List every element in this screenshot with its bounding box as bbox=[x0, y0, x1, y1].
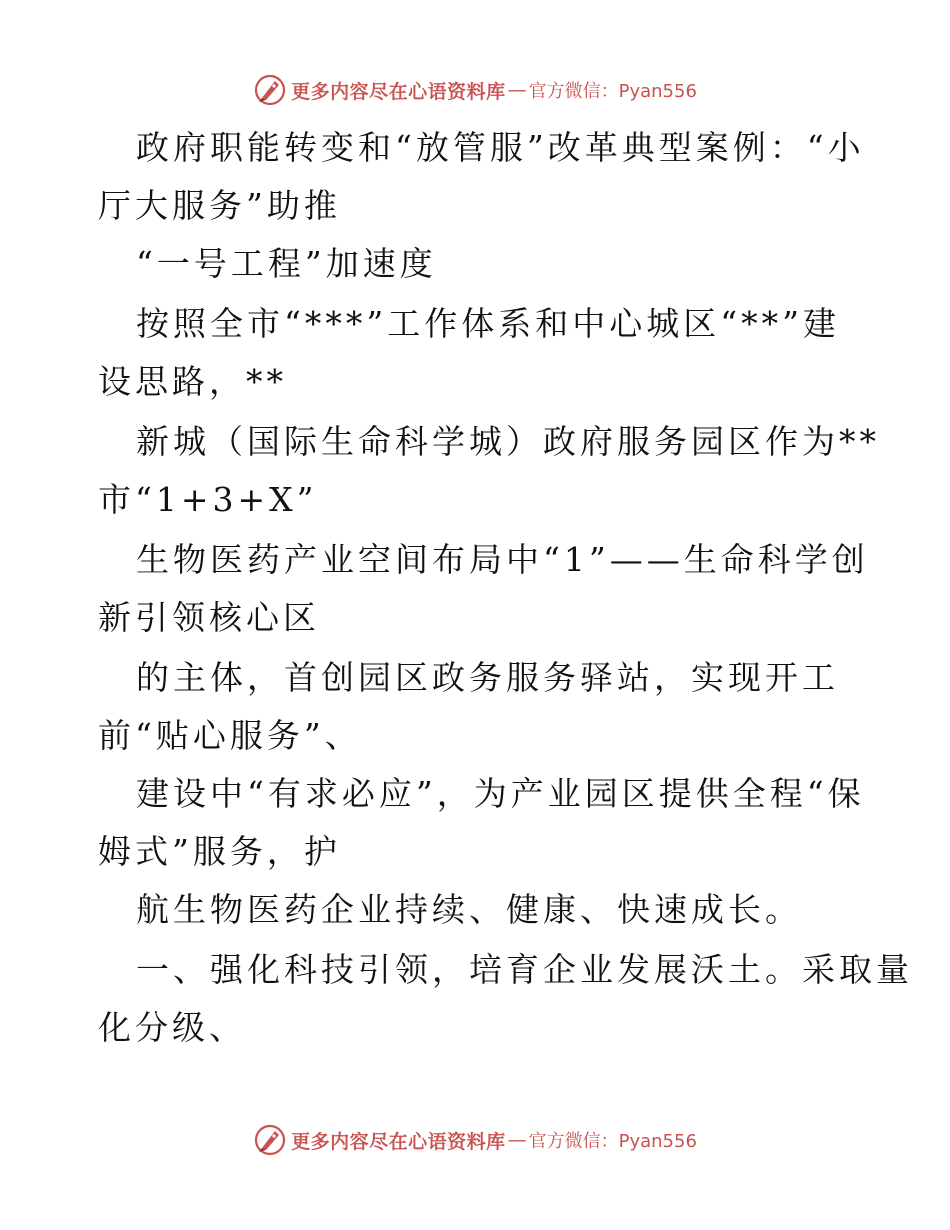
watermark-contact-text: 官方微信：Pyan556 bbox=[528, 81, 697, 102]
body-line: 设思路，** bbox=[98, 362, 287, 401]
watermark-site-text: 更多内容尽在心语资料库 bbox=[291, 1130, 506, 1153]
body-line: 的主体，首创园区政务服务驿站，实现开工 bbox=[136, 658, 839, 697]
body-line: 前“贴心服务”、 bbox=[98, 716, 362, 755]
pen-nib-logo-icon bbox=[253, 1123, 287, 1157]
body-line: 政府职能转变和“放管服”改革典型案例：“小 bbox=[136, 128, 865, 167]
pen-nib-logo-icon bbox=[253, 73, 287, 107]
body-line: 航生物医药企业持续、健康、快速成长。 bbox=[136, 890, 802, 929]
watermark-banner-bottom bbox=[0, 1120, 950, 1160]
watermark-site-text: 更多内容尽在心语资料库 bbox=[291, 80, 506, 103]
body-line: “一号工程”加速度 bbox=[136, 244, 437, 283]
watermark-banner-top bbox=[0, 70, 950, 110]
watermark-separator: — bbox=[507, 1129, 527, 1151]
body-line: 化分级、 bbox=[98, 1008, 246, 1047]
body-line: 姆式”服务，护 bbox=[98, 832, 341, 871]
body-line: 生物医药产业空间布局中“1”——生命科学创 bbox=[136, 540, 869, 579]
body-line: 市“1+3+X” bbox=[98, 480, 318, 519]
body-line: 新城（国际生命科学城）政府服务园区作为** bbox=[136, 422, 880, 461]
body-line: 厅大服务”助推 bbox=[98, 186, 341, 225]
watermark-contact-text: 官方微信：Pyan556 bbox=[528, 1131, 697, 1152]
body-line: 建设中“有求必应”，为产业园区提供全程“保 bbox=[136, 774, 865, 813]
body-line: 一、强化科技引领，培育企业发展沃土。采取量 bbox=[136, 950, 913, 989]
body-line: 按照全市“***”工作体系和中心城区“**”建 bbox=[136, 304, 840, 343]
watermark-separator: — bbox=[507, 79, 527, 101]
body-line: 新引领核心区 bbox=[98, 598, 320, 637]
